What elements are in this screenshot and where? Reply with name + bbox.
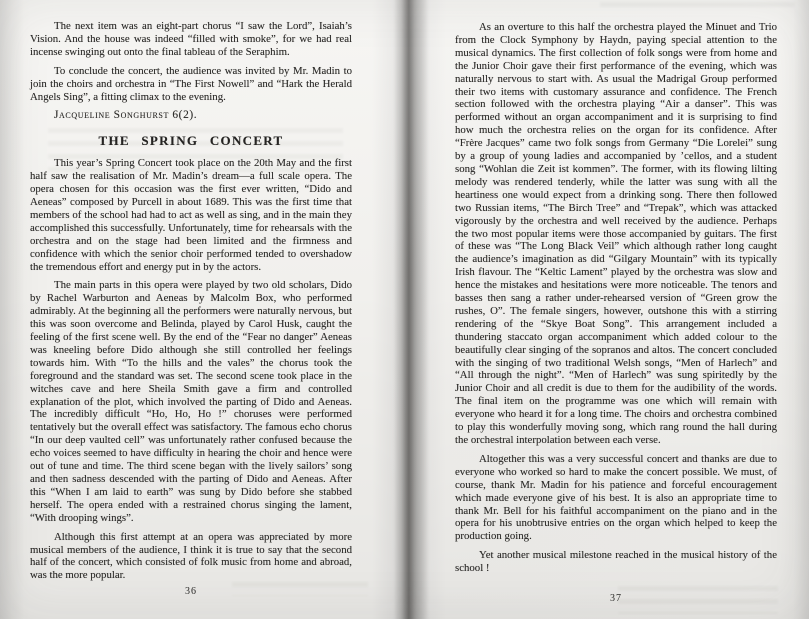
bleed-through-smudge bbox=[600, 2, 795, 13]
paragraph: Although this first attempt at an opera was appreciated by more musical members of the audience, I think it is true to say that the second half of the concert, which consisted of folk music from home and abroad, was the more popular. bbox=[30, 530, 352, 582]
section-heading: THE SPRING CONCERT bbox=[98, 133, 284, 149]
paragraph: The main parts in this opera were played by two old scholars, Dido by Rachel Warburton and Aeneas by Malcolm Box, who performed admirably. At the beginning all the performers were naturally nervous, but this was soon overcome and Belinda, played by Carol Husk, caught the feeling of the first scene well. By the end of the “Fear no danger” Aeneas was kneeling before Dido although she still controlled her feelings towards him. With “To the hills and the vales” the chorus took the foreground and the standard was set. The second scene took place in the witches cave and here Sheila Smith gave a firm and controlled explanation of the plot, which involved the parting of Dido and Aeneas. The incredibly difficult “Ho, Ho, Ho !” choruses were performed tentatively but the overall effect was satisfactory. The famous echo chorus “In our deep vaulted cell” was unfortunately rather confused because the echo voices seemed to have difficulty in hearing the choir and hence were out of tune and time. The third scene began with the lively sailors’ song and then sadness descended with the parting of Dido and Aeneas. After this “When I am laid to earth” was sung by Dido before she stabbed herself. The opera ended with a restrained chorus singing the lament, “With drooping wings”. bbox=[30, 279, 352, 524]
gutter-shadow bbox=[392, 0, 428, 619]
paragraph: Yet another musical milestone reached in the musical history of the school ! bbox=[455, 549, 777, 575]
page-edge-shading-right bbox=[793, 0, 809, 619]
paragraph: The next item was an eight-part chorus “I saw the Lord”, Isaiah’s Vision. And the house was indeed “filled with smoke”, for we had real incense swinging out onto the final tableau of the Seraphim. bbox=[30, 20, 352, 58]
byline: Jacqueline Songhurst 6(2). bbox=[54, 109, 198, 122]
page-number-right: 37 bbox=[610, 593, 622, 604]
page-right bbox=[455, 21, 777, 581]
page-edge-shading-left bbox=[0, 0, 24, 619]
paragraph: Altogether this was a very successful concert and thanks are due to everyone who worked so hard to make the concert possible. We must, of course, thank Mr. Madin for his patience and forceful encouragement which made everyone give of his best. It is also an appropriate time to thank Mr. Bell for his faithful accompaniment on the piano and in the opera for his unobtrusive entries on the organ which helped to keep the production going. bbox=[455, 452, 777, 543]
paragraph: This year’s Spring Concert took place on the 20th May and the first half saw the realisation of Mr. Madin’s dream—a full scale opera. The opera chosen for this occasion was the first ever written, “Dido and Aeneas” composed by Purcell in about 1689. This was the first time that members of the school had had to act as well as sing, and in the main they accomplished this successfully. Unfortunately, time for rehearsals with the orchestra and on the stage had been limited and the firmness and confidence with which the senior choir performed tended to overshadow the tremendous effort and energy put in by the actors. bbox=[30, 157, 352, 273]
page-number-left: 36 bbox=[185, 586, 197, 597]
paragraph: To conclude the concert, the audience was invited by Mr. Madin to join the choirs and orchestra in “The First Nowell” and “Hark the Herald Angels Sing”, a fitting climax to the evening. bbox=[30, 64, 352, 103]
page-left bbox=[30, 20, 352, 588]
paragraph: As an overture to this half the orchestra played the Minuet and Trio from the Clock Symphony by Haydn, paying special attention to the musical dynamics. The first collection of folk songs were from home and the Junior Choir gave their first performance of the evening, which was naturally nervous to start with. As usual the Madrigal Group performed their two items with customary assurance and confidence. The French section followed with the orchestra playing “Air a danser”. This was performed without an organ accompaniment and it is surprising to find how much the orchestra relies on the organ for its confidence. After “Frère Jacques” came two folk songs from Germany “Die Lorelei” sung by a group of young ladies and accompanied by ’cellos, and a student song “Wohlan die Zeit ist kommen”. The former, with its flowing lilting melody was rendered tenderly, while the latter was sung with all the heartiness one would expect from a drinking song. There then followed two Russian items, “The Birch Tree” and “Trepak”, which was attacked vigorously by the orchestra and well received by the audience. Perhaps the two most popular items were those accompanied by guitars. The first of these was “The Long Black Veil” which although rather long caught the audience’s imagination as did “Gilgary Mountain” with its typically Irish flavour. The “Keltic Lament” played by the orchestra was slow and hence the mistakes and hesitations were more noticeable. The tenors and basses then sang a rather under-rehearsed version of “Green grow the rushes, O”. The female singers, however, outshone this with a stirring rendering of the “Skye Boat Song”. This arrangement included a thundering staccato organ accompaniment which added colour to the beautifully clear singing of the sopranos and altos. The concert concluded with the singing of two traditional Welsh songs, “Men of Harlech” and “All through the night”. “Men of Harlech” was sung spiritedly by the Junior Choir and all credit is due to them for the audibility of the words. The final item on the programme was one which will remain with everyone who heard it for a long time. The choirs and orchestra combined to play this wonderfully moving song, which rang round the hall during the orchestral interpolation between each verse. bbox=[455, 21, 777, 446]
